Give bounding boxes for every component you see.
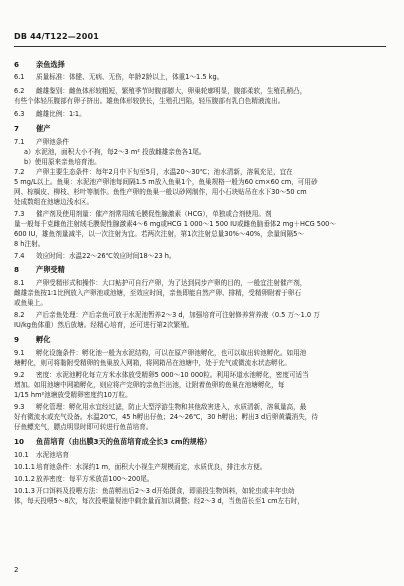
- text-line: [14, 198, 386, 207]
- section-heading: [14, 60, 386, 69]
- text-line: [14, 138, 386, 147]
- text-line: [14, 252, 386, 261]
- clause-text: 体，每天投喂5～8次，每次投喂量视池中剩余量而加以调整；经2～3 d，当鱼苗长至1 cm左右时，: [14, 497, 304, 505]
- section-heading: [14, 335, 386, 344]
- page-number: 2: [14, 566, 19, 574]
- clause-number: 10: [14, 437, 25, 446]
- clause-number: 6.3: [14, 110, 25, 118]
- text-line: [14, 359, 386, 368]
- text-line: [14, 349, 386, 358]
- clause-text: IU/kg鱼体重）然后放塘。经精心培育，还可进行第2次繁殖。: [14, 321, 194, 329]
- clause-text: 600 IU，雄鱼剂量减半，以一次注射为宜。若两次注射，第1次注射总量30%～40%，余量间隔5～: [14, 230, 304, 238]
- clause-text: 产卵池条件: [36, 138, 69, 146]
- clause-number: 7.2: [14, 168, 25, 176]
- text-line: [14, 321, 386, 330]
- clause-text: 1/15 hm²池塘放受精卵密度约10万粒。: [14, 391, 132, 399]
- clause-text: 5 mg/L以上。鱼巢：水泥池产卵池每间隔1.5 m放入鱼巢1个，鱼巢规格一般为60 cm×60 cm，可用砂: [14, 178, 318, 186]
- clause-text: 处成数组在池塘边浅水区。: [14, 198, 94, 206]
- clause-text: 塘孵化，则可将黏附受精卵的鱼巢放入网箱，将网箱吊在池塘中，处于充气或微流水状态孵化。: [14, 359, 291, 367]
- header-rule: [14, 46, 386, 47]
- clause-text: 密度：水泥池孵化每立方米水体放受精卵5 000～10 000粒。利用环道水池孵化，密度可适当: [36, 371, 309, 379]
- text-line: [14, 451, 386, 460]
- text-line: [24, 158, 386, 167]
- clause-number: 10.1.3: [14, 487, 35, 495]
- clause-text: 好有微流水或充气设备。水温20℃，45 h孵出仔鱼；24～26℃，30 h孵出；孵出3 d后卵黄囊消失，待: [14, 413, 318, 421]
- text-line: [14, 97, 386, 106]
- clause-number: 8: [14, 265, 20, 274]
- clause-number: 7.4: [14, 252, 25, 260]
- text-line: [14, 279, 386, 288]
- text-line: [14, 210, 386, 219]
- clause-text: 有些个体轻压腹部有卵子挤出。雄鱼体形较狭长，生殖孔凹陷，轻压腹部有乳白色精液流出。: [14, 97, 285, 105]
- section-heading: [14, 265, 386, 274]
- clause-text: 量一般每千克雌鱼注射绒毛膜促性腺激素4～6 mg或HCG 1 000～1 500 IU或雌鱼脑垂体2 mg＋HCG 500～: [14, 220, 336, 228]
- clause-text: 产卵受精: [36, 265, 65, 274]
- text-line: [14, 371, 386, 380]
- clause-text: 网、棕榈皮、柳枝、杉叶等制作。鱼性产卵的鱼巢一般以砂网制作，用小石块贴吊在水下30～50 cm: [14, 188, 307, 196]
- clause-text: 效应时间：水温22～26℃效应时间18～23 h。: [36, 252, 176, 260]
- clause-text: 孵化管理：孵化用水宜经过滤，防止大型浮游生物和其他敌害进入，水质清新，溶氧量高，最: [36, 403, 307, 411]
- text-line: [14, 220, 386, 229]
- clause-text: 催产剂及使用剂量：催产剂常用绒毛膜促性腺激素（HCG），单独或合剂使用。剂: [36, 210, 272, 218]
- clause-text: a）水泥池，面积大小不拘，每2～3 m² 投放雌雄亲鱼各1尾。: [24, 148, 206, 156]
- clause-number: 7.1: [14, 138, 25, 146]
- text-line: [14, 463, 386, 472]
- clause-text: 雌雄比例：1∶1。: [36, 110, 86, 118]
- text-line: [14, 391, 386, 400]
- text-line: [14, 423, 386, 432]
- text-line: [24, 148, 386, 157]
- clause-number: 9: [14, 335, 20, 344]
- clause-text: 或鱼巢上。: [14, 299, 47, 307]
- clause-text: 开口饵料及投喂方法：鱼苗孵出后2～3 d开始摄食，即需投生物饵料，如轮虫或丰年虫幼: [36, 487, 295, 495]
- clause-number: 9.2: [14, 371, 25, 379]
- text-line: [14, 497, 386, 506]
- clause-number: 10.1: [14, 451, 29, 459]
- text-line: [14, 230, 386, 239]
- clause-text: 产卵受精形式和操作：大口鲇护可自行产卵，为了达到同步产卵的目的，一般宜注射催产剂，: [36, 279, 307, 287]
- text-line: [14, 403, 386, 412]
- text-line: [14, 73, 386, 82]
- clause-number: 10.1.1: [14, 463, 35, 471]
- section-heading: [14, 124, 386, 133]
- clause-number: 7.3: [14, 210, 25, 218]
- section-heading: [14, 437, 386, 446]
- text-line: [14, 413, 386, 422]
- clause-text: 亲鱼选择: [36, 60, 65, 69]
- clause-text: 雌雄鉴别：雌鱼体形较粗短，繁殖季节时腹部膨大，卵巢轮廓明显，腹部柔软，生殖孔稍凸，: [36, 87, 307, 95]
- clause-number: 8.2: [14, 311, 25, 319]
- clause-text: b）使用原来亲鱼培育池。: [24, 158, 101, 166]
- text-line: [14, 110, 386, 119]
- text-line: [14, 311, 386, 320]
- text-line: [14, 289, 386, 298]
- text-line: [14, 381, 386, 390]
- clause-number: 8.1: [14, 279, 25, 287]
- clause-number: 7: [14, 124, 20, 133]
- clause-text: 水泥池培育: [36, 451, 69, 459]
- clause-text: 孵化: [36, 335, 51, 344]
- text-line: [14, 168, 386, 177]
- text-line: [14, 299, 386, 308]
- text-line: [14, 487, 386, 496]
- clause-text: 产后亲鱼处理：产后亲鱼可放于水泥池暂养2～3 d，加强培育可注射修养营养液（0.5 万～1.0 万: [36, 311, 320, 319]
- clause-text: 催产: [36, 124, 51, 133]
- text-line: [14, 475, 386, 484]
- text-line: [14, 178, 386, 187]
- clause-text: 增加。如用池塘中网箱孵化，则应将产完卵的亲鱼拦出池，让附着鱼卵的鱼巢在池塘孵化，每: [14, 381, 285, 389]
- clause-text: 放养密度：每平方米放苗100～200尾。: [36, 475, 154, 483]
- clause-number: 9.1: [14, 349, 25, 357]
- text-line: [14, 188, 386, 197]
- text-line: [14, 87, 386, 96]
- text-line: [14, 240, 386, 249]
- clause-number: 6.2: [14, 87, 25, 95]
- clause-text: 孵化设施条件：孵化池一般为水泥结构，可以在原产卵池孵化，也可以取出转池孵化。如用池: [36, 349, 307, 357]
- clause-text: 鱼苗培育（由出膜3天的鱼苗培育成全长3 cm的规格）: [36, 437, 212, 446]
- clause-number: 6.1: [14, 73, 25, 81]
- clause-text: 质量标准：体健、无病、无伤，年龄2龄以上，体重1～1.5 kg。: [36, 73, 224, 81]
- clause-text: 雌雄亲鱼按1∶1比例放入产卵池或池塘，至效应时间，亲鱼即能自然产卵、排精，受精卵附着于卵石: [14, 289, 302, 297]
- clause-text: 仔鱼鳔充气，膘点明显时即可转进行鱼苗培育。: [14, 423, 153, 431]
- document-code: DB 44/T122—2001: [14, 32, 99, 41]
- clause-number: 9.3: [14, 403, 25, 411]
- clause-number: 10.1.2: [14, 475, 35, 483]
- clause-text: 培育池条件：水深约1 m，面积大小视生产规模而定，水质优良，排注水方便。: [36, 463, 267, 471]
- clause-text: 8 h注射。: [14, 240, 45, 248]
- clause-text: 产卵主要生态条件：每年2月中下旬至5月，水温20～30℃；池水清新，溶氧充足，宜在: [36, 168, 293, 176]
- clause-number: 6: [14, 60, 20, 69]
